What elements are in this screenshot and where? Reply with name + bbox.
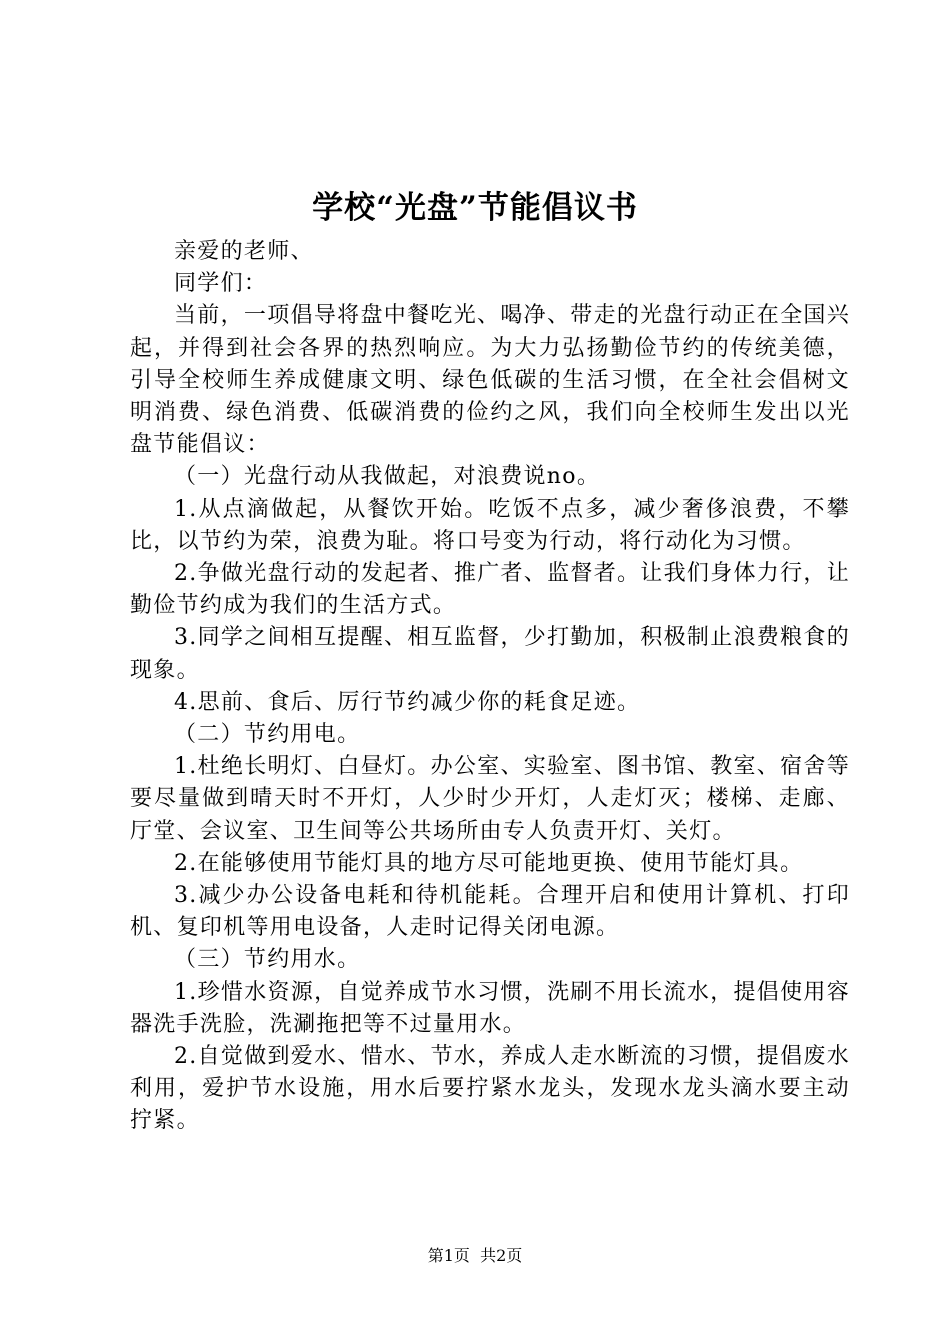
- intro-paragraph: 当前，一项倡导将盘中餐吃光、喝净、带走的光盘行动正在全国兴起，并得到社会各界的热烈响应。为大力弘扬勤俭节约的传统美德，引导全校师生养成健康文明、绿色低碳的生活习惯，在全社会倡树文明消费、绿色消费、低碳消费的俭约之风，我们向全校师生发出以光盘节能倡议：: [130, 303, 850, 458]
- section-2-item-3: 3.减少办公设备电耗和待机能耗。合理开启和使用计算机、打印机、复印机等用电设备，人走时记得关闭电源。: [130, 883, 850, 941]
- salutation-line-1: 亲爱的老师、: [174, 239, 314, 264]
- salutation-line-2: 同学们：: [174, 271, 268, 297]
- section-3-item-2: 2.自觉做到爱水、惜水、节水，养成人走水断流的习惯，提倡废水利用，爱护节水设施，用水后要拧紧水龙头，发现水龙头滴水要主动拧紧。: [130, 1044, 850, 1134]
- page-footer: [0, 1244, 950, 1268]
- section-3-item-1: 1.珍惜水资源，自觉养成节水习惯，洗刷不用长流水，提倡使用容器洗手洗脸，洗涮拖把等不过量用水。: [130, 979, 850, 1037]
- section-heading-3: （三）节约用水。: [174, 947, 361, 973]
- section-2-item-1: 1.杜绝长明灯、白昼灯。办公室、实验室、图书馆、教室、宿舍等要尽量做到晴天时不开灯，人少时少开灯，人走灯灭；楼梯、走廊、厅堂、会议室、卫生间等公共场所由专人负责开灯、关灯。: [130, 754, 850, 844]
- page-number-current: 第1页: [427, 1246, 470, 1265]
- section-1-item-4: 4.思前、食后、厉行节约减少你的耗食足迹。: [174, 689, 641, 715]
- section-2-item-2: 2.在能够使用节能灯具的地方尽可能地更换、使用节能灯具。: [174, 850, 804, 876]
- document-title: 学校“光盘”节能倡议书: [312, 190, 638, 226]
- section-heading-2: （二）节约用电。: [174, 722, 361, 748]
- section-heading-1: （一）光盘行动从我做起，对浪费说no。: [174, 464, 601, 490]
- document-body: [130, 236, 850, 1138]
- page-number-total: 共2页: [480, 1246, 523, 1265]
- section-1-item-3: 3.同学之间相互提醒、相互监督，少打勤加，积极制止浪费粮食的现象。: [130, 625, 850, 683]
- footer-spacer: [470, 1246, 480, 1265]
- section-1-item-1: 1.从点滴做起，从餐饮开始。吃饭不点多，减少奢侈浪费，不攀比，以节约为荣，浪费为耻。将口号变为行动，将行动化为习惯。: [130, 496, 850, 554]
- section-1-item-2: 2.争做光盘行动的发起者、推广者、监督者。让我们身体力行，让勤俭节约成为我们的生活方式。: [130, 561, 850, 619]
